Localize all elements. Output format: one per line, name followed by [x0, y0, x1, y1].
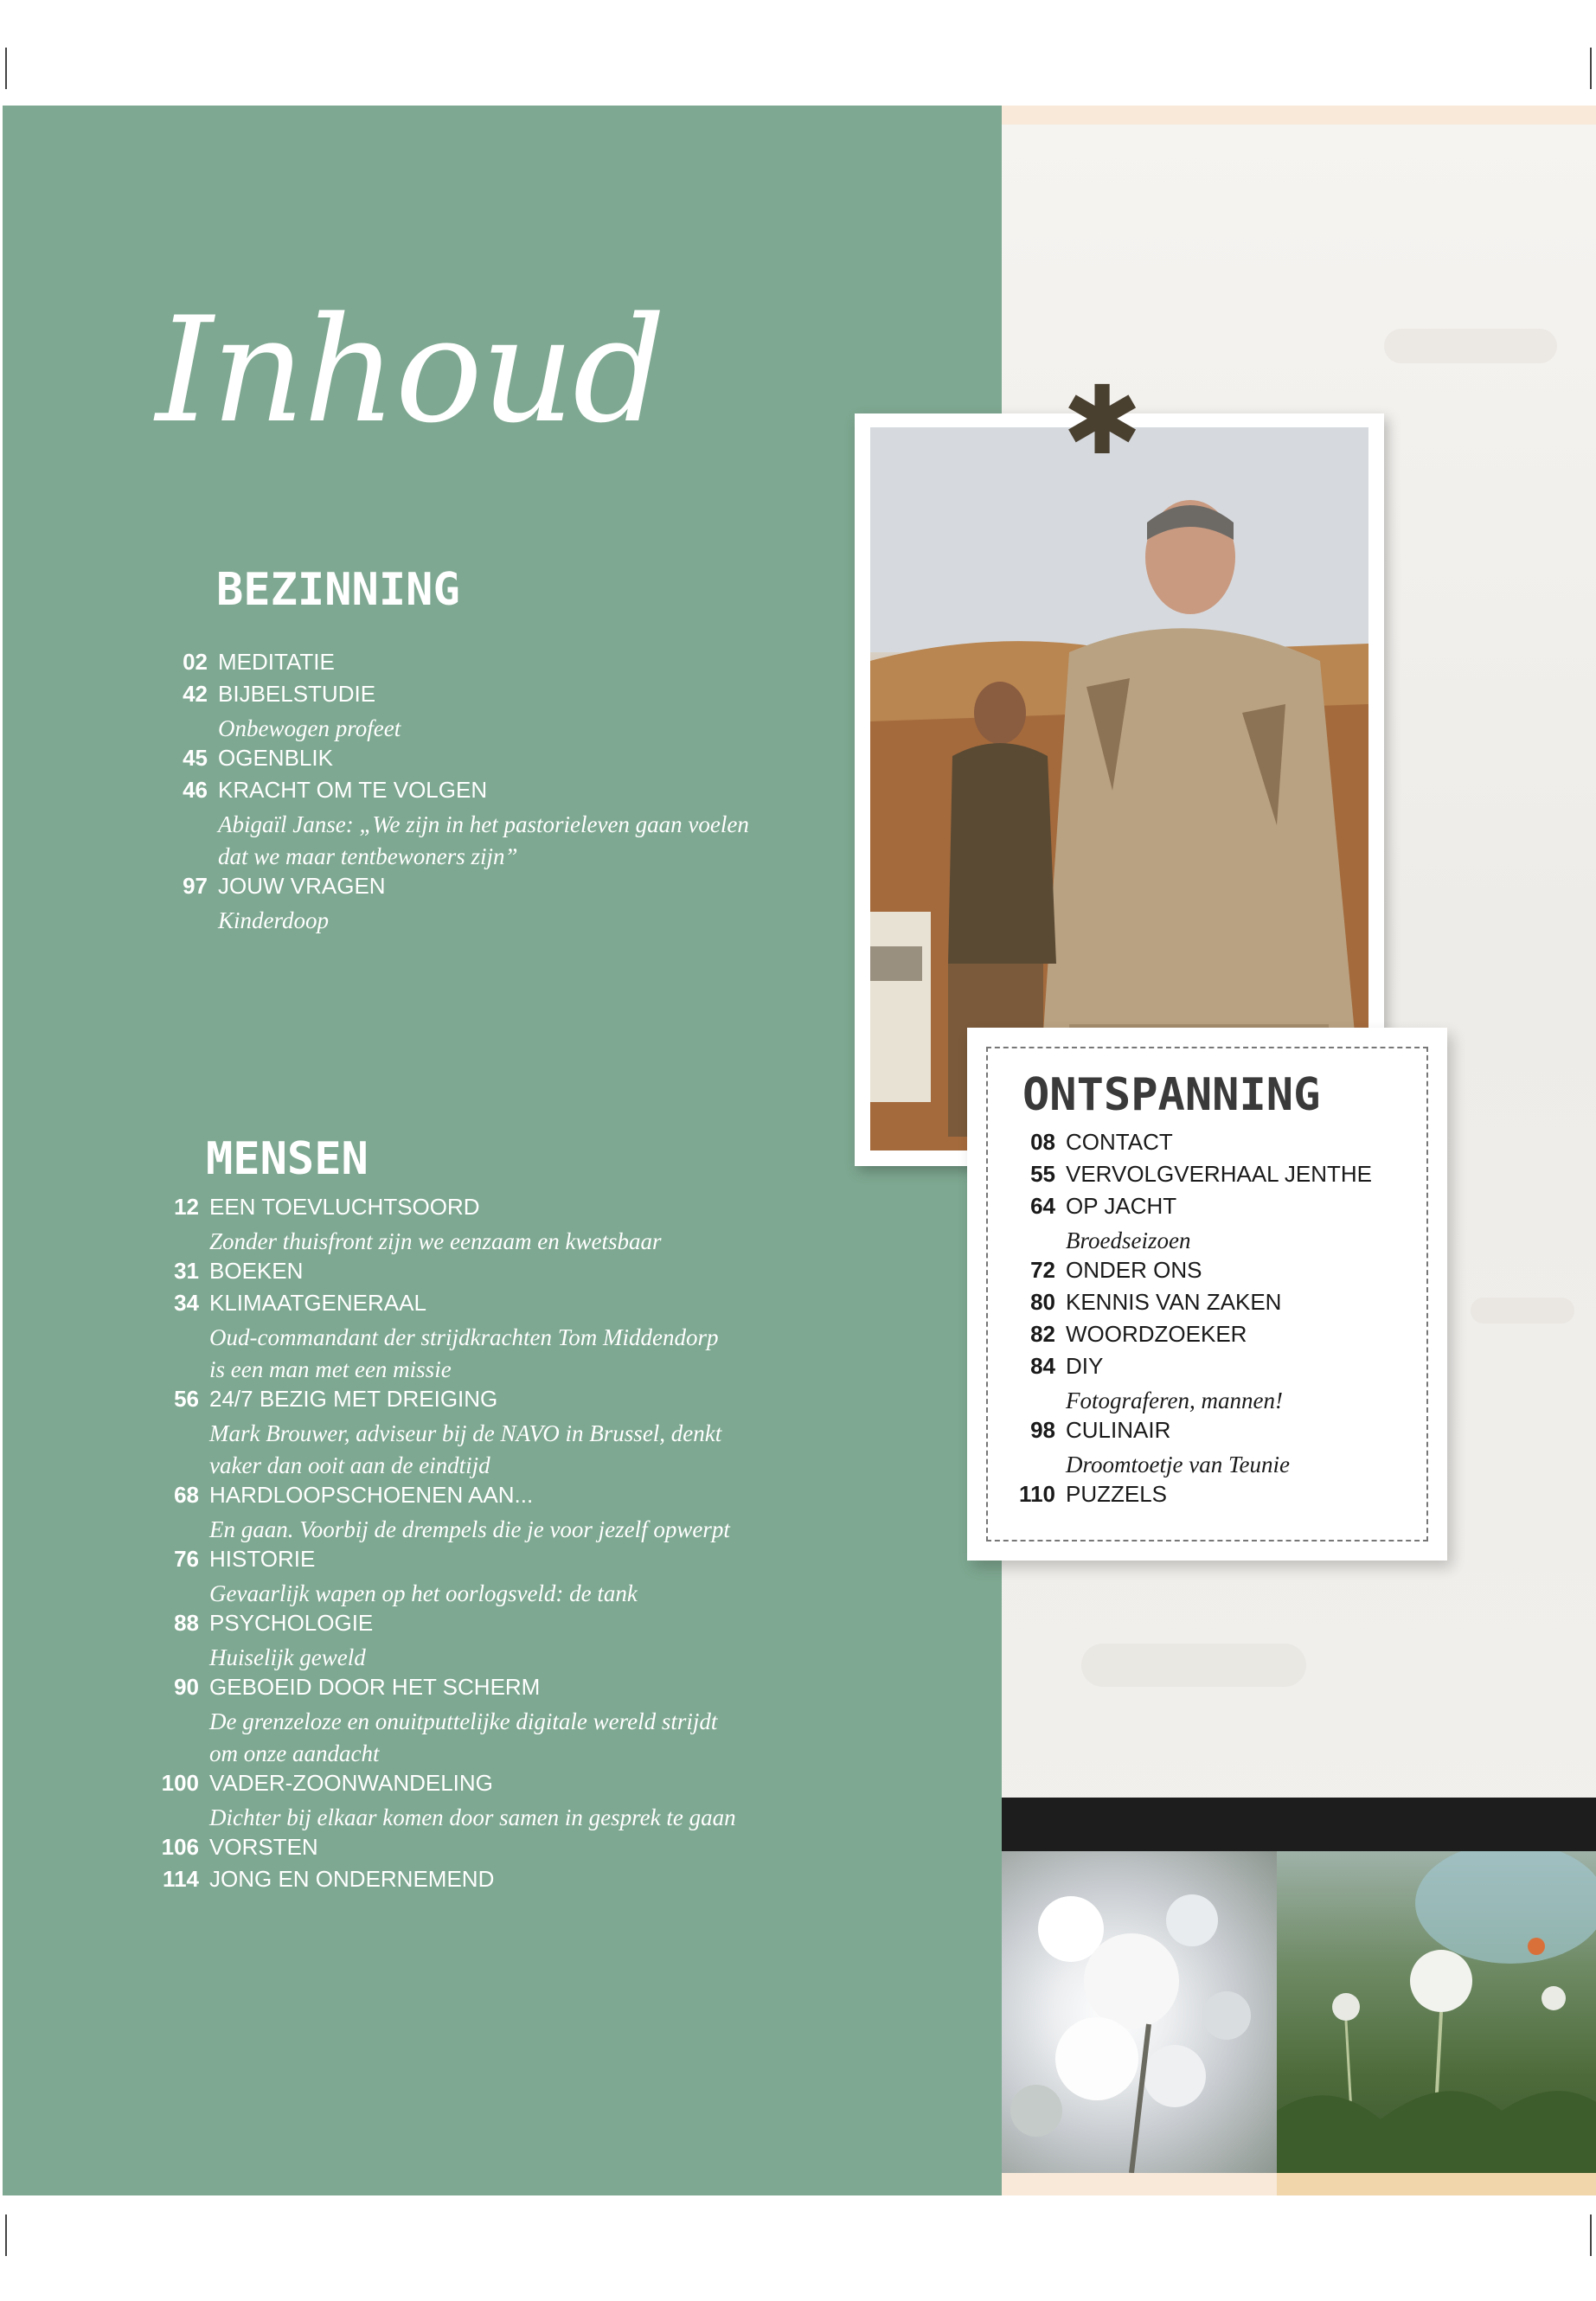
entry-subtitle: Kinderdoop: [218, 907, 329, 933]
page-number: 88: [174, 1610, 199, 1636]
page-number: 46: [183, 777, 208, 803]
entry-subtitle: En gaan. Voorbij de drempels die je voor jezelf opwerpt: [209, 1516, 730, 1542]
entry-subtitle: Zonder thuisfront zijn we eenzaam en kwetsbaar: [209, 1228, 662, 1254]
toc-entry: [147, 1866, 736, 1898]
toc-entry: [1007, 1353, 1372, 1385]
entry-title: CULINAIR: [1066, 1417, 1171, 1443]
entry-subtitle: vaker dan ooit aan de eindtijd: [209, 1452, 490, 1478]
entry-subtitle: Onbewogen profeet: [218, 715, 401, 741]
entry-title: 24/7 BEZIG MET DREIGING: [209, 1386, 498, 1412]
crop-mark-br: [1590, 2214, 1592, 2256]
toc-entry: [156, 745, 749, 777]
page-number: 56: [174, 1386, 199, 1412]
entry-title: CONTACT: [1066, 1129, 1173, 1155]
toc-entry: [147, 1290, 736, 1322]
tan-strip-top: [1002, 106, 1596, 125]
toc-entry: [147, 1386, 736, 1418]
entry-title: VERVOLGVERHAAL JENTHE: [1066, 1161, 1372, 1187]
page-number: 42: [183, 681, 208, 707]
toc-entry: [1007, 1193, 1372, 1225]
toc-entry: [1007, 1257, 1372, 1289]
entry-title: OP JACHT: [1066, 1193, 1177, 1219]
page-number: 82: [1030, 1321, 1055, 1347]
entry-title: KLIMAATGENERAAL: [209, 1290, 426, 1316]
entry-title: GEBOEID DOOR HET SCHERM: [209, 1674, 541, 1700]
entry-title: BIJBELSTUDIE: [218, 681, 376, 707]
entry-subtitle: Abigaïl Janse: „We zijn in het pastorieleven gaan voelen: [218, 811, 749, 837]
toc-entry: [147, 1258, 736, 1290]
entry-title: VORSTEN: [209, 1834, 318, 1860]
entry-title: HARDLOOPSCHOENEN AAN...: [209, 1482, 534, 1508]
crop-mark-bl: [5, 2214, 7, 2256]
entry-title: ONDER ONS: [1066, 1257, 1202, 1283]
star-icon: ✱: [1062, 368, 1143, 474]
entry-subtitle: Broedseizoen: [1066, 1227, 1191, 1253]
entry-title: BOEKEN: [209, 1258, 304, 1284]
entry-title: JONG EN ONDERNEMEND: [209, 1866, 495, 1892]
tan-strip-bottom-alt: [1277, 2173, 1596, 2195]
toc-list-bezinning: [156, 649, 749, 937]
page-number: 90: [174, 1674, 199, 1700]
entry-title: DIY: [1066, 1353, 1104, 1379]
texture-patch: [1081, 1644, 1306, 1687]
entry-subtitle: Droomtoetje van Teunie: [1066, 1452, 1290, 1477]
entry-subtitle: Dichter bij elkaar komen door samen in gesprek te gaan: [209, 1804, 736, 1830]
toc-entry: [1007, 1161, 1372, 1193]
entry-title: WOORDZOEKER: [1066, 1321, 1247, 1347]
dandelion-photo: [1277, 1851, 1596, 2173]
page-title: Inhoud: [156, 285, 664, 455]
toc-entry: [147, 1194, 736, 1226]
toc-entry: [147, 1674, 736, 1706]
entry-subtitle: dat we maar tentbewoners zijn”: [218, 843, 518, 869]
entry-title: MEDITATIE: [218, 649, 335, 675]
entry-subtitle: Fotograferen, mannen!: [1066, 1388, 1283, 1413]
toc-entry: [147, 1834, 736, 1866]
entry-title: KRACHT OM TE VOLGEN: [218, 777, 488, 803]
toc-entry: [1007, 1417, 1372, 1449]
toc-entry: [1007, 1129, 1372, 1161]
entry-title: PSYCHOLOGIE: [209, 1610, 374, 1636]
page-number: 106: [161, 1834, 199, 1860]
entry-subtitle: Mark Brouwer, adviseur bij de NAVO in Brussel, denkt: [209, 1420, 722, 1446]
toc-entry: [147, 1770, 736, 1802]
page-number: 80: [1030, 1289, 1055, 1315]
entry-title: EEN TOEVLUCHTSOORD: [209, 1194, 480, 1220]
page-number: 68: [174, 1482, 199, 1508]
entry-subtitle: Huiselijk geweld: [209, 1644, 366, 1670]
toc-entry: [147, 1610, 736, 1642]
page-number: 02: [183, 649, 208, 675]
blossom-illustration: [1002, 1851, 1277, 2173]
entry-subtitle: om onze aandacht: [209, 1740, 380, 1766]
texture-patch: [1384, 329, 1557, 363]
page-number: 76: [174, 1546, 199, 1572]
toc-entry: [156, 873, 749, 905]
entry-subtitle: Oud-commandant der strijdkrachten Tom Middendorp: [209, 1324, 719, 1350]
toc-entry: [156, 681, 749, 713]
toc-list-mensen: [147, 1194, 736, 1898]
entry-subtitle: De grenzeloze en onuitputtelijke digitale wereld strijdt: [209, 1708, 718, 1734]
dark-band: [1002, 1798, 1596, 1851]
entry-title: PUZZELS: [1066, 1481, 1168, 1507]
entry-title: JOUW VRAGEN: [218, 873, 386, 899]
toc-entry: [147, 1546, 736, 1578]
page-number: 97: [183, 873, 208, 899]
page-number: 08: [1030, 1129, 1055, 1155]
entry-title: OGENBLIK: [218, 745, 333, 771]
entry-title: KENNIS VAN ZAKEN: [1066, 1289, 1282, 1315]
page-number: 12: [174, 1194, 199, 1220]
entry-subtitle: Gevaarlijk wapen op het oorlogsveld: de tank: [209, 1580, 638, 1606]
toc-entry: [147, 1482, 736, 1514]
page-number: 64: [1030, 1193, 1055, 1219]
entry-subtitle: is een man met een missie: [209, 1356, 452, 1382]
section-heading-ontspanning: ONTSPANNING: [1022, 1069, 1321, 1121]
toc-entry: [156, 777, 749, 809]
page-number: 55: [1030, 1161, 1055, 1187]
dandelion-illustration: [1277, 1851, 1596, 2173]
crop-mark-tr: [1590, 48, 1592, 89]
toc-entry: [1007, 1289, 1372, 1321]
entry-title: VADER-ZOONWANDELING: [209, 1770, 493, 1796]
page-number: 84: [1030, 1353, 1055, 1379]
page-number: 72: [1030, 1257, 1055, 1283]
page-number: 34: [174, 1290, 199, 1316]
section-heading-mensen: MENSEN: [206, 1133, 369, 1185]
toc-entry: [1007, 1321, 1372, 1353]
page-number: 98: [1030, 1417, 1055, 1443]
page-number: 31: [174, 1258, 199, 1284]
blossom-photo: [1002, 1851, 1277, 2173]
toc-entry: [1007, 1481, 1372, 1513]
toc-entry: [156, 649, 749, 681]
page-number: 45: [183, 745, 208, 771]
page-number: 114: [163, 1866, 199, 1892]
texture-patch: [1471, 1298, 1574, 1324]
entry-title: HISTORIE: [209, 1546, 316, 1572]
tan-strip-bottom: [1002, 2173, 1277, 2195]
crop-mark-tl: [5, 48, 7, 89]
section-heading-bezinning: BEZINNING: [216, 564, 460, 616]
page-number: 110: [1019, 1481, 1055, 1507]
page-number: 100: [161, 1770, 199, 1796]
toc-list-ontspanning: [1007, 1129, 1372, 1513]
